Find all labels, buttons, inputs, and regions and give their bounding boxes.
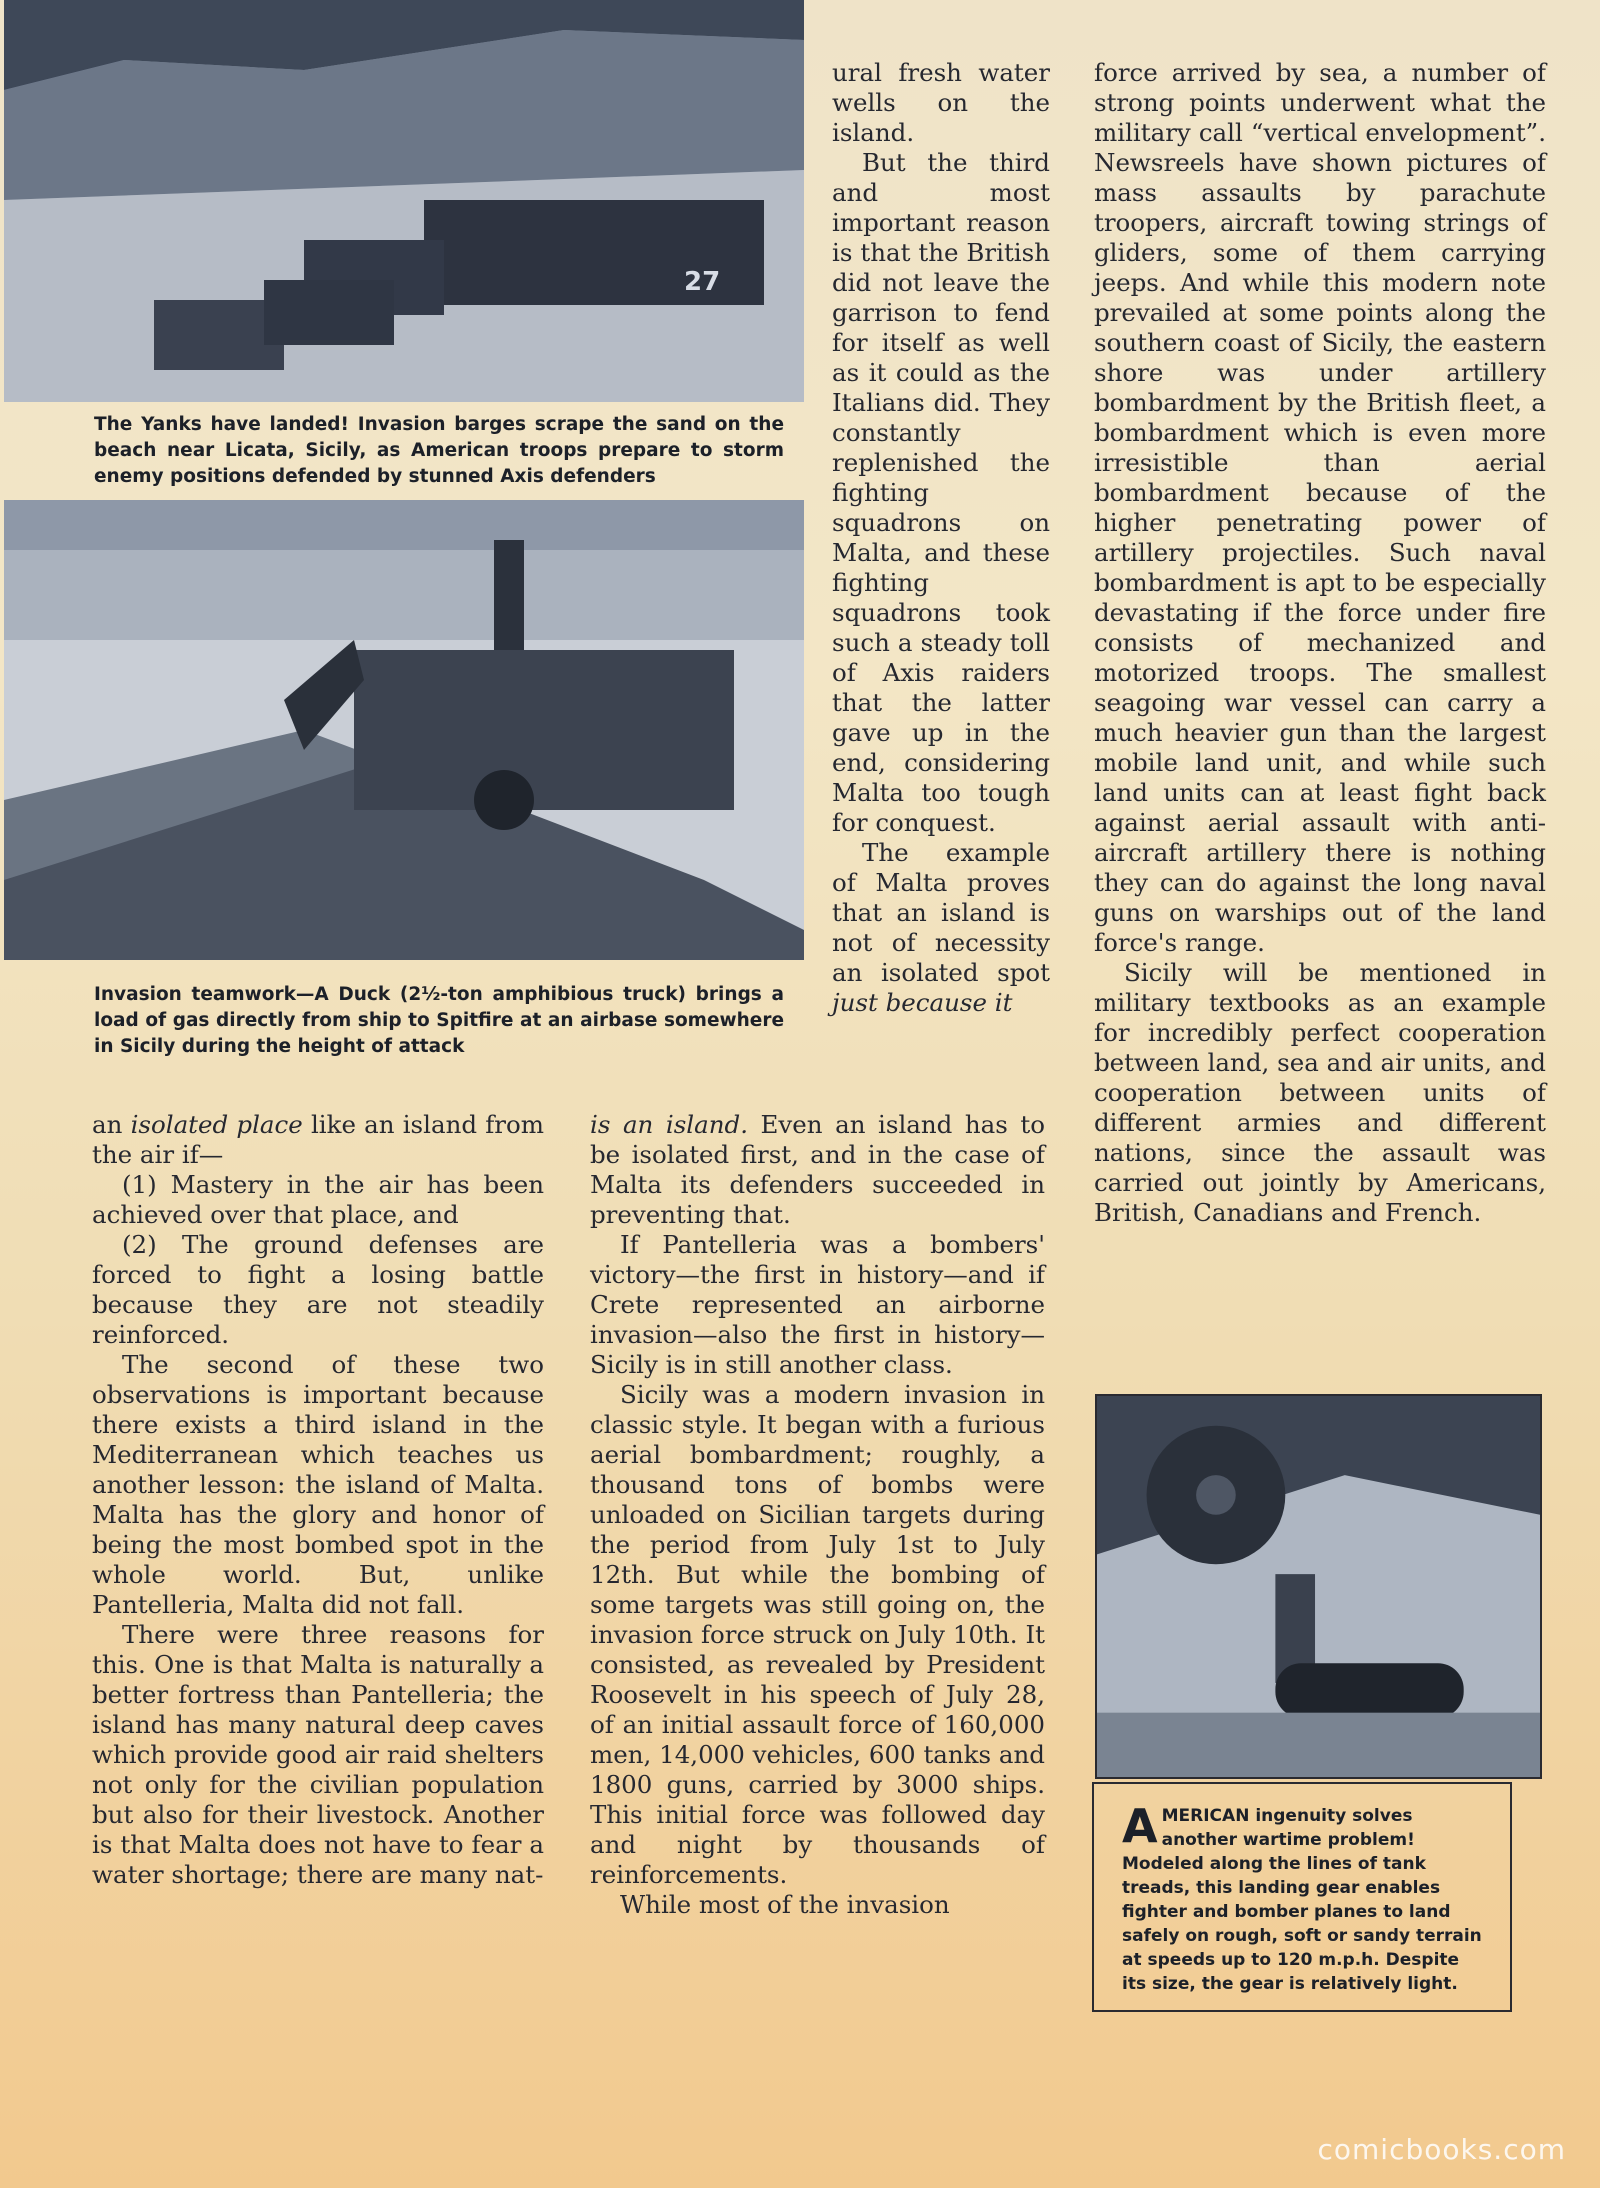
text-column-middle-bottom <box>590 1110 1045 1920</box>
paragraph: (2) The ground defenses are forced to fight a losing battle because they are not steadily reinforced. <box>92 1230 544 1349</box>
photo-duck-spitfire <box>4 500 804 960</box>
paragraph: (1) Mastery in the air has been achieved over that place, and <box>92 1170 544 1229</box>
text-column-left <box>92 1110 544 1890</box>
paragraph: But the third and most important reason is that the British did not leave the garrison to fend for itself as well as it could as the Italians did. They constantly replenished the fighting squadrons on Malta, and these fighting squadrons took such a steady toll of Axis raiders that the latter gave up in the end, considering Malta too tough for conquest. <box>832 148 1050 837</box>
watermark: comicbooks.com <box>1317 2133 1566 2166</box>
text-column-right <box>1094 58 1546 1228</box>
landing-gear-caption: MERICAN ingenuity solves another wartime problem! Modeled along the lines of tank treads, this landing gear enables fighter and bomber planes to land safely on rough, soft or sandy terrain at speeds up to 120 m.p.h. Despite its size, the gear is relatively light. <box>1122 1806 1482 1994</box>
photo-landing-gear <box>1095 1394 1542 1779</box>
text-column-middle-top <box>832 58 1050 1018</box>
photo-landing-barges <box>4 0 804 402</box>
drop-cap: A <box>1122 1799 1158 1853</box>
paragraph: ural fresh water wells on the island. <box>832 58 1050 147</box>
top-photo-caption: The Yanks have landed! Invasion barges scrape the sand on the beach near Licata, Sicily, as American troops prepare to storm enemy positions defended by stunned Axis defenders <box>94 414 784 487</box>
paragraph: There were three reasons for this. One is that Malta is naturally a better fortress than Pantelleria; the island has many natural deep caves which provide good air raid shelters not only for the civilian population but also for their livestock. Another is that Malta does not have to fear a water shortage; there are many nat- <box>92 1620 544 1889</box>
paragraph: is an island. Even an island has to be isolated first, and in the case of Malta its defenders succeeded in preventing that. <box>590 1110 1045 1229</box>
paragraph: The example of Malta proves that an island is not of necessity an isolated spot just because it <box>832 838 1050 1017</box>
paragraph: force arrived by sea, a number of strong points underwent what the military call “vertical envelopment”. Newsreels have shown pictures of mass assaults by parachute troopers, aircraft towing strings of gliders, some of them carrying jeeps. And while this modern note prevailed at some points along the southern coast of Sicily, the eastern shore was under artillery bombardment by the British fleet, a bombardment which is even more irresistible than aerial bombardment because of the higher penetrating power of artillery projectiles. Such naval bombardment is apt to be especially devastating if the force under fire consists of mechanized and motorized troops. The smallest seagoing war vessel can carry a much heavier gun than the largest mobile land unit, and while such land units can at least fight back against aerial assault with anti-aircraft artillery there is nothing they can do against the long naval guns on warships out of the land force's range. <box>1094 58 1546 957</box>
paragraph: While most of the invasion <box>620 1890 950 1919</box>
paragraph: Sicily will be mentioned in military textbooks as an example for incredibly perfect cooperation between land, sea and air units, and cooperation between units of different armies and different nations, since the assault was carried out jointly by Americans, British, Canadians and French. <box>1094 958 1546 1227</box>
paragraph: If Pantelleria was a bombers' victory—the first in history—and if Crete represented an airborne invasion—also the first in history—Sicily is in still another class. <box>590 1230 1045 1379</box>
paragraph: Sicily was a modern invasion in classic style. It began with a furious aerial bombardment; roughly, a thousand tons of bombs were unloaded on Sicilian targets during the period from July 1st to July 12th. But while the bombing of some targets was still going on, the invasion force struck on July 10th. It consisted, as revealed by President Roosevelt in his speech of July 28, of an initial assault force of 160,000 men, 14,000 vehicles, 600 tanks and 1800 guns, carried by 3000 ships. This initial force was followed day and night by thousands of reinforcements. <box>590 1380 1045 1889</box>
boat-number-text: 27 <box>684 267 721 297</box>
paragraph: an isolated place like an island from the air if— <box>92 1110 544 1169</box>
middle-photo-caption: Invasion teamwork—A Duck (2½-ton amphibious truck) brings a load of gas directly from ship to Spitfire at an airbase somewhere in Sicily during the height of attack <box>94 984 784 1057</box>
paragraph: The second of these two observations is important because there exists a third island in the Mediterranean which teaches us another lesson: the island of Malta. Malta has the glory and honor of being the most bombed spot in the whole world. But, unlike Pantelleria, Malta did not fall. <box>92 1350 544 1619</box>
landing-gear-caption-box <box>1092 1782 1512 2012</box>
